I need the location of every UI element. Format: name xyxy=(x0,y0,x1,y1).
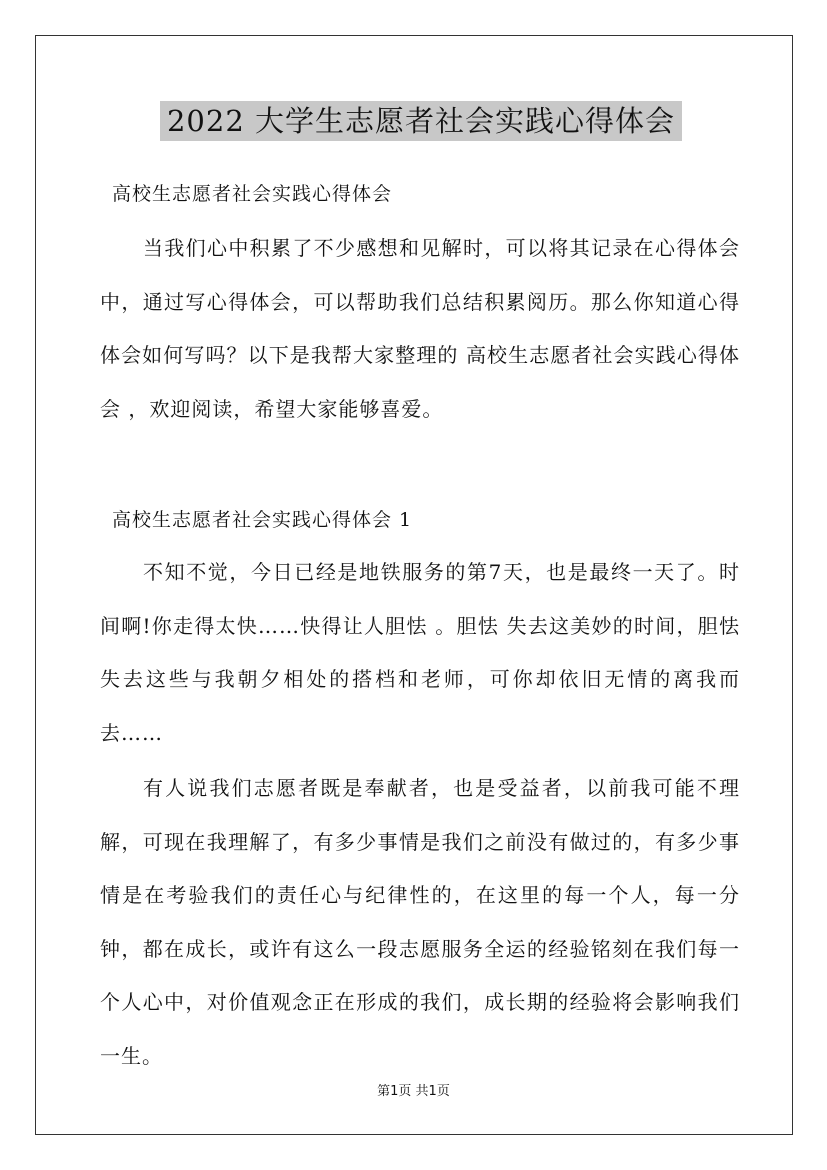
body-paragraph: 不知不觉，今日已经是地铁服务的第7天，也是最终一天了。时间啊!你走得太快……快得让人胆怯 。胆怯 失去这美妙的时间，胆怯 失去这些与我朝夕相处的搭档和老师，可你却依旧无情的离我而去…… xyxy=(100,560,740,745)
intro-paragraph: 当我们心中积累了不少感想和见解时，可以将其记录在心得体会中，通过写心得体会，可以帮助我们总结积累阅历。那么你知道心得体会如何写吗？以下是我帮大家整理的 高校生志愿者社会实践心得体会 ，欢迎阅读，希望大家能够喜爱。 xyxy=(100,236,740,421)
section-heading: 高校生志愿者社会实践心得体会 1 xyxy=(112,509,413,531)
page-footer: 第1页 共1页 xyxy=(377,1084,450,1099)
document-subtitle: 高校生志愿者社会实践心得体会 xyxy=(112,183,393,205)
document-title: 2022 大学生志愿者社会实践心得体会 xyxy=(160,101,682,141)
body-paragraph: 有人说我们志愿者既是奉献者，也是受益者，以前我可能不理解，可现在我理解了，有多少事情是我们之前没有做过的，有多少事情是在考验我们的责任心与纪律性的，在这里的每一个人，每一分钟，都在成长，或许有这么一段志愿服务全运的经验铭刻在我们每一个人心中，对价值观念正在形成的我们，成长期的经验将会影响我们一生。 xyxy=(100,776,740,1068)
